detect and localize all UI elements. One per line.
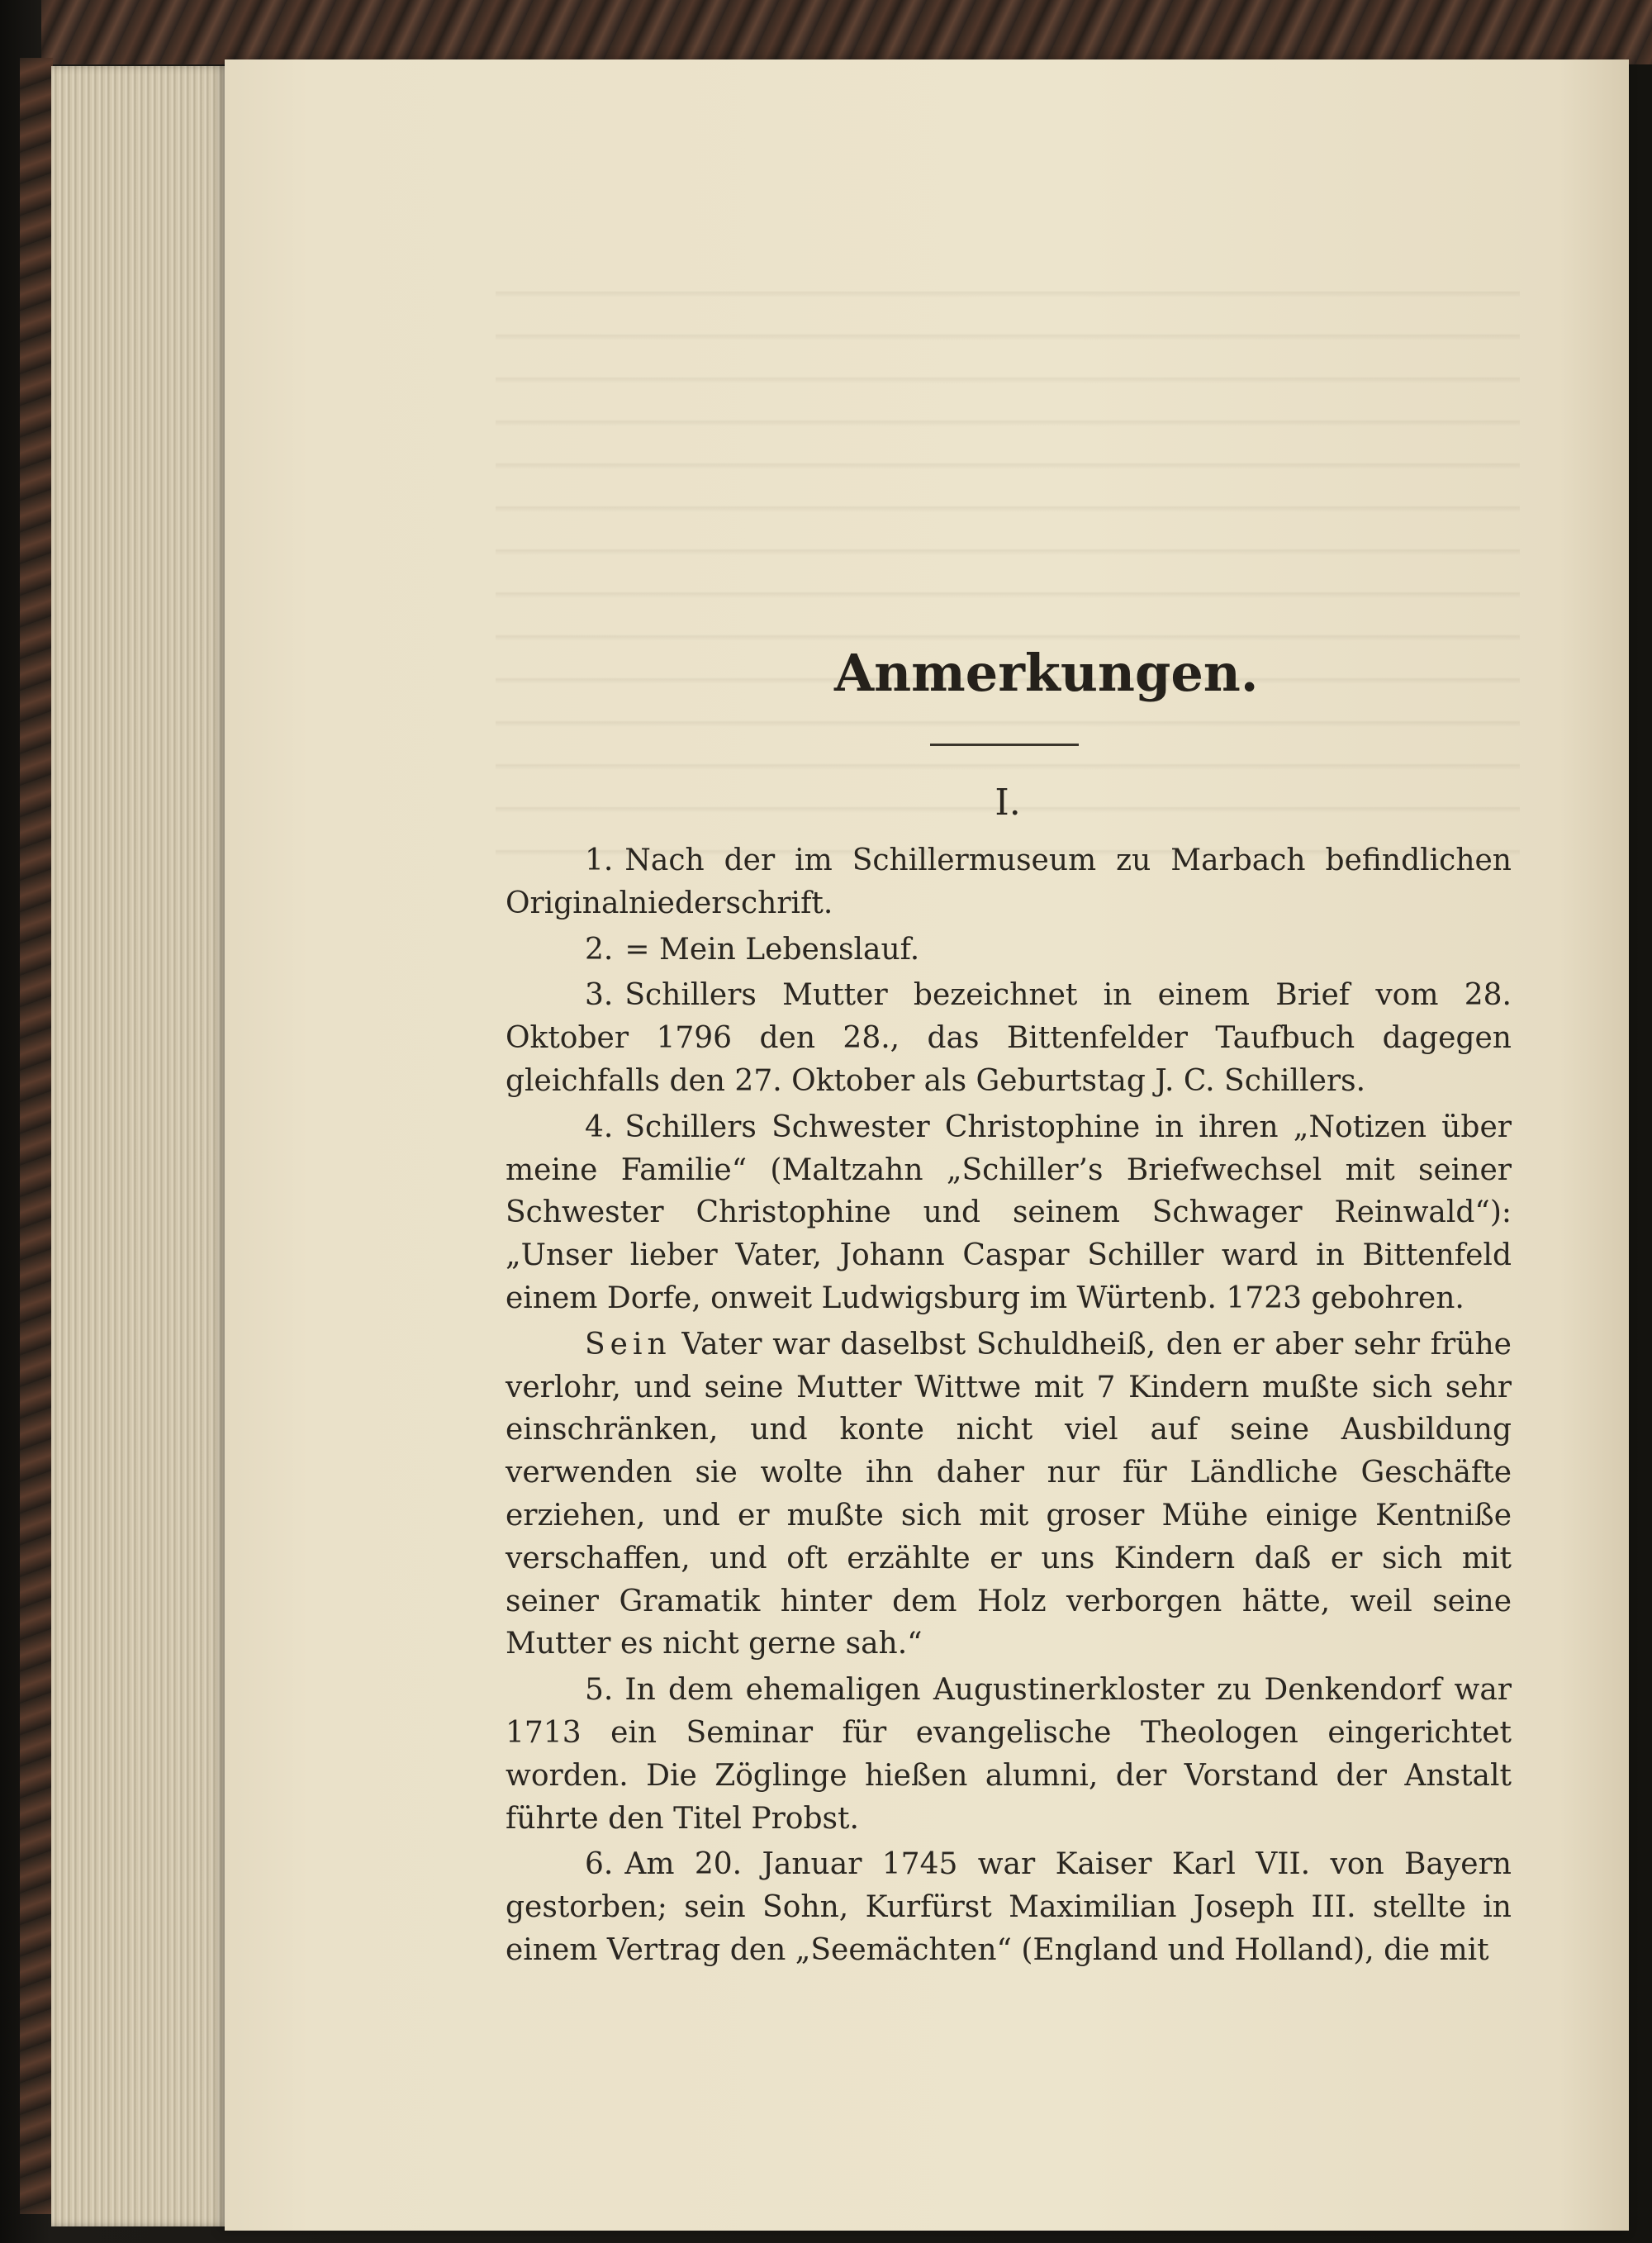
note-text: In dem ehemaligen Augustinerkloster zu Denkendorf war 1713 ein Seminar für evangelische Theologen eingerichtet worden. Die Zöglinge hießen alumni, der Vorstand der Anstalt führte den Titel Probst. (506, 1673, 1512, 1836)
note-continuation (506, 1323, 1512, 1666)
page-stack-edge (51, 66, 233, 2226)
note-number: 5. (585, 1673, 614, 1708)
note-number: 3. (585, 978, 614, 1013)
note-item (506, 1669, 1512, 1840)
note-item (506, 1106, 1512, 1320)
note-text: Am 20. Januar 1745 war Kaiser Karl VII. von Bayern gestorben; sein Sohn, Kurfürst Maximilian Joseph III. stellte in einem Vertrag den „Seemächten“ (England und Holland), die mit (506, 1847, 1512, 1967)
page-title: Anmerkungen. (834, 643, 1259, 703)
note-number: 2. (585, 932, 614, 967)
cover-marbled-edge-left (20, 58, 53, 2214)
note-text: Nach der im Schillermuseum zu Marbach befindlichen Originalniederschrift. (506, 844, 1512, 920)
note-text: Vater war daselbst Schuldheiß, den er aber sehr frühe verlohr, und seine Mutter Wittwe mit 7 Kindern mußte sich sehr einschränken, und konte nicht viel auf seine Ausbildung verwenden sie wolte ihn daher nur für Ländliche Geschäfte erziehen, und er mußte sich mit groser Mühe einige Kentniße verschaffen, und oft erzählte er uns Kindern daß er sich mit seiner Gramatik hinter dem Holz verborgen hätte, weil seine Mutter es nicht gerne sah.“ (506, 1327, 1512, 1661)
title-divider (930, 744, 1079, 746)
note-item (506, 839, 1512, 925)
note-item (506, 1843, 1512, 1971)
notes-list (506, 839, 1512, 1975)
note-number: 4. (585, 1110, 614, 1144)
note-item (506, 929, 1512, 972)
note-number: 1. (585, 844, 614, 877)
note-item (506, 974, 1512, 1102)
note-text: = Mein Lebenslauf. (624, 932, 920, 967)
cover-marbled-edge-top (41, 0, 1652, 64)
note-text: Schillers Schwester Christophine in ihren „Notizen über meine Familie“ (Maltzahn „Schiller’s Briefwechsel mit seiner Schwester Christophine und seinem Schwager Reinwald“): „Unser lieber Vater, Johann Caspar Schiller ward in Bittenfeld einem Dorfe, onweit Ludwigsburg im Würtenb. 1723 gebohren. (506, 1110, 1512, 1315)
note-text: Schillers Mutter bezeichnet in einem Brief vom 28. Oktober 1796 den 28., das Bittenfelder Taufbuch dagegen gleichfalls den 27. Oktober als Geburtstag J. C. Schillers. (506, 978, 1512, 1098)
bleed-through-text (496, 264, 1520, 859)
note-number: 6. (585, 1847, 614, 1882)
note-spaced-word: Sein (585, 1327, 672, 1361)
section-number: I. (995, 782, 1021, 824)
